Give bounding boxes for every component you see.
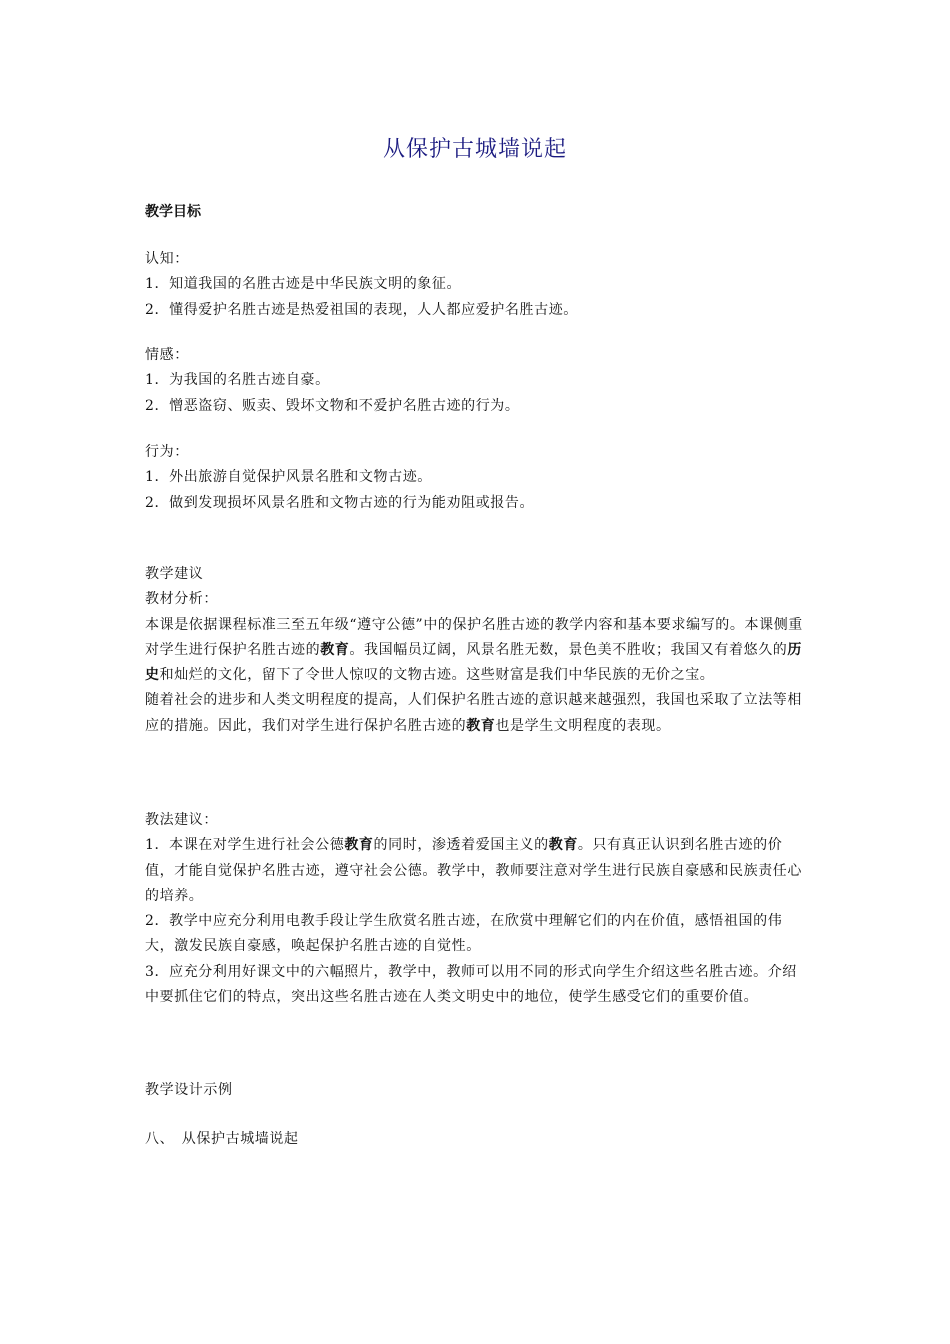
emphasis-text: 历史: [145, 641, 803, 684]
behavior-item: 2．做到发现损坏风景名胜和文物古迹的行为能劝阻或报告。: [145, 494, 535, 511]
section-heading-objectives: 教学目标: [145, 204, 201, 220]
design-heading: 教学设计示例: [145, 1082, 233, 1098]
analysis-paragraph: [145, 613, 810, 689]
document-title: 从保护古城墙说起: [382, 137, 567, 162]
method-item: 2．教学中应充分利用电教手段让学生欣赏名胜古迹，在欣赏中理解它们的内在价值，感悟祖国的伟大，激发民族自豪感，唤起保护名胜古迹的自觉性。: [145, 913, 783, 955]
emotion-item: 2．憎恶盗窃、贩卖、毁坏文物和不爱护名胜古迹的行为。: [145, 397, 520, 414]
emotion-label: 情感：: [145, 347, 189, 363]
suggestions-section: [145, 562, 810, 739]
behavior-item: 1．外出旅游自觉保护风景名胜和文物古迹。: [145, 469, 432, 486]
emphasis-text: 教育: [344, 837, 374, 854]
behavior-label: 行为：: [145, 444, 189, 460]
cognition-section: [145, 247, 810, 323]
text-run: 随着社会的进步和人类文明程度的提高，人们保护名胜古迹的意识越来越强烈，我国也采取了立法等相应的措施。因此，我们对学生进行保护名胜古迹的: [145, 692, 802, 734]
text-run: 。我国幅员辽阔，风景名胜无数，景色美不胜收；我国又有着悠久的: [349, 641, 788, 658]
analysis-paragraph: [145, 688, 810, 739]
methods-label: 教法建议：: [145, 812, 218, 828]
method-item: [145, 833, 810, 909]
methods-section: [145, 808, 810, 1010]
text-run: 1．本课在对学生进行社会公德: [145, 837, 345, 854]
emphasis-text: 教育: [466, 717, 496, 734]
cognition-item: 1．知道我国的名胜古迹是中华民族文明的象征。: [145, 276, 462, 293]
text-run: 本课是依据课程标准三至五年级“遵守公德”中的保护名胜古迹的教学内容和基本要求编写的。本课侧重对学生进行保护名胜古迹的: [145, 616, 803, 658]
text-run: 的同时，渗透着爱国主义的: [373, 837, 549, 854]
cognition-label: 认知：: [145, 251, 189, 267]
emphasis-text: 教育: [320, 641, 350, 658]
emphasis-text: 教育: [548, 837, 578, 854]
emotion-item: 1．为我国的名胜古迹自豪。: [145, 372, 330, 389]
text-run: 和灿烂的文化，留下了令世人惊叹的文物古迹。这些财富是我们中华民族的无价之宝。: [159, 667, 715, 684]
suggestions-heading: 教学建议: [145, 566, 204, 582]
emotion-section: [145, 343, 810, 419]
text-run: 也是学生文明程度的表现。: [495, 717, 671, 734]
analysis-label: 教材分析：: [145, 591, 218, 608]
behavior-section: [145, 440, 810, 516]
lesson-title: 八、 从保护古城墙说起: [145, 1131, 299, 1147]
method-item: 3．应充分利用好课文中的六幅照片，教学中，教师可以用不同的形式向学生介绍这些名胜古迹。介绍中要抓住它们的特点，突出这些名胜古迹在人类文明史中的地位，使学生感受它们的重要价值。: [145, 963, 797, 1006]
cognition-item: 2．懂得爱护名胜古迹是热爱祖国的表现，人人都应爱护名胜古迹。: [145, 301, 578, 318]
text-run: 。只有真正认识到名胜古迹的价值，才能自觉保护名胜古迹，遵守社会公德。教学中，教师要注意对学生进行民族自豪感和民族责任心的培养。: [145, 837, 802, 904]
